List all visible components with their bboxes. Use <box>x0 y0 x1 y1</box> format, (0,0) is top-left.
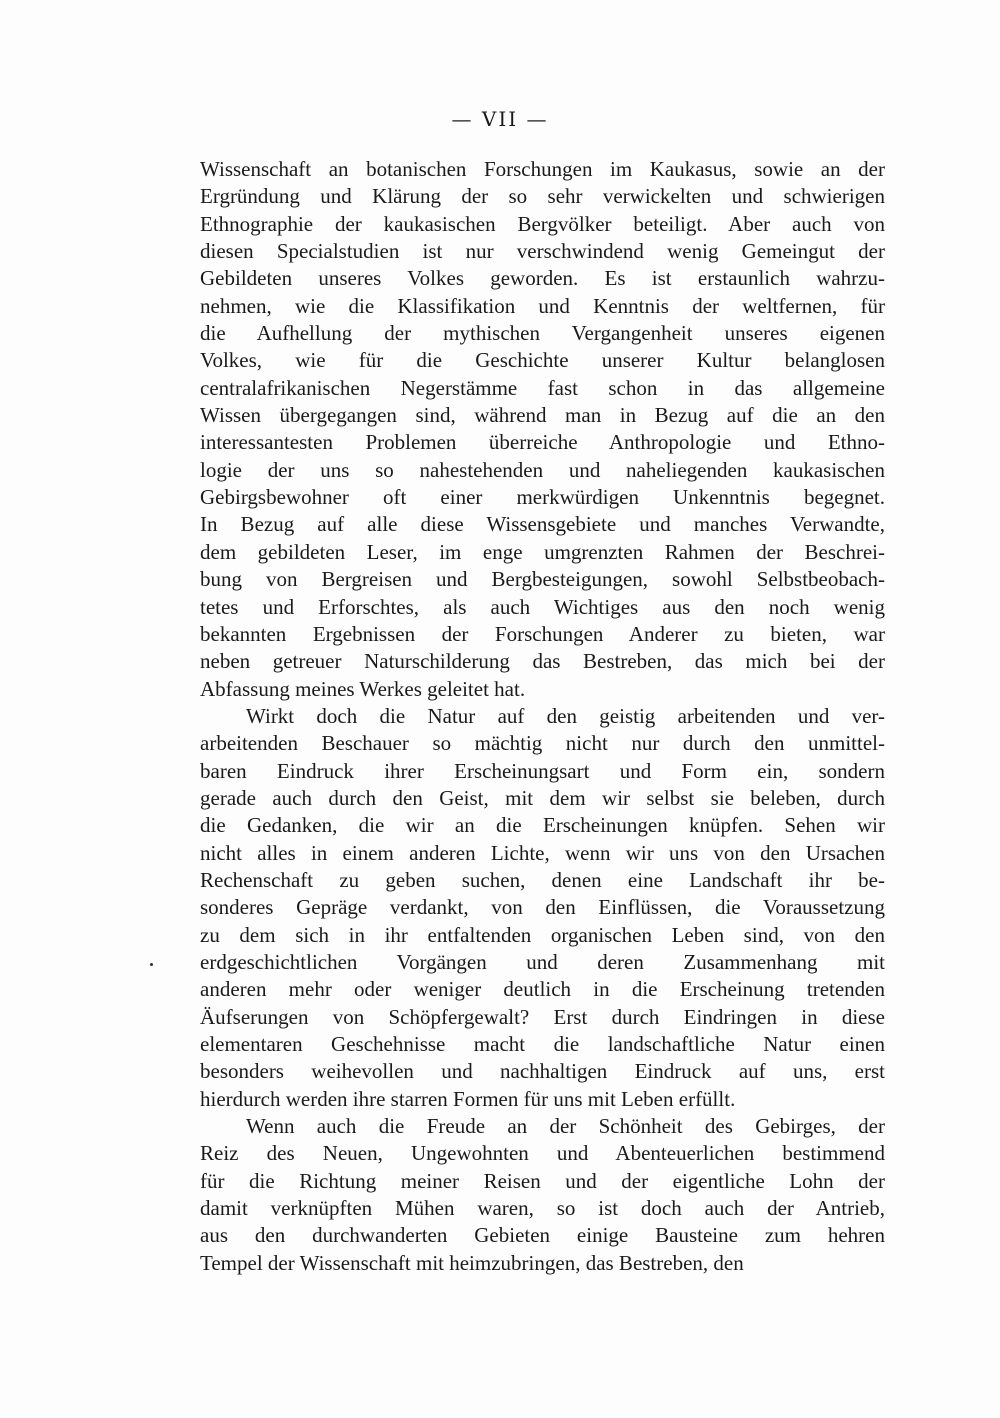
text-line: tetes und Erforschtes, als auch Wichtiges aus den noch wenig <box>200 594 885 619</box>
text-line: Wenn auch die Freude an der Schönheit des Gebirges, der <box>246 1114 885 1139</box>
text-line: Tempel der Wissenschaft mit heimzubringen, das Bestreben, den <box>200 1250 744 1275</box>
text-line: Wissen übergegangen sind, während man in Bezug auf die an den <box>200 403 885 428</box>
text-line: Wissenschaft an botanischen Forschungen im Kaukasus, sowie an der <box>200 157 885 181</box>
text-line: die Aufhellung der mythischen Vergangenheit unseres eigenen <box>200 321 885 346</box>
text-line: hierdurch werden ihre starren Formen für uns mit Leben erfüllt. <box>200 1086 736 1111</box>
text-line: Ergründung und Klärung der so sehr verwickelten und schwierigen <box>200 184 885 209</box>
text-line: nehmen, wie die Klassifikation und Kenntnis der weltfernen, für <box>200 293 885 318</box>
text-line: erdgeschichtlichen Vorgängen und deren Zusammenhang mit <box>200 949 885 974</box>
text-line: centralafrikanischen Negerstämme fast schon in das allgemeine <box>200 375 885 400</box>
text-line: Volkes, wie für die Geschichte unserer Kultur belanglosen <box>200 348 885 373</box>
text-line: neben getreuer Naturschilderung das Bestreben, das mich bei der <box>200 649 885 674</box>
text-line: nicht alles in einem anderen Lichte, wenn wir uns von den Ursachen <box>200 840 885 865</box>
text-line: In Bezug auf alle diese Wissensgebiete und manches Verwandte, <box>200 512 885 537</box>
text-line: Ethnographie der kaukasischen Bergvölker beteiligt. Aber auch von <box>200 211 885 236</box>
text-line: Rechenschaft zu geben suchen, denen eine Landschaft ihr be- <box>200 867 885 892</box>
text-line: Wirkt doch die Natur auf den geistig arbeitenden und ver- <box>246 703 885 728</box>
text-line: die Gedanken, die wir an die Erscheinungen knüpfen. Sehen wir <box>200 813 885 838</box>
text-line: elementaren Geschehnisse macht die landschaftliche Natur einen <box>200 1032 885 1056</box>
paragraph <box>200 1113 885 1277</box>
text-line: logie der uns so nahestehenden und naheliegenden kaukasischen <box>200 457 885 482</box>
paragraph <box>200 703 885 1113</box>
paragraph <box>200 156 885 703</box>
stray-ink-mark <box>150 963 153 966</box>
body-text <box>200 156 885 1277</box>
text-line: für die Richtung meiner Reisen und der eigentliche Lohn der <box>200 1168 885 1193</box>
text-line: zu dem sich in ihr entfaltenden organischen Leben sind, von den <box>200 922 885 947</box>
text-line: aus den durchwanderten Gebieten einige Bausteine zum hehren <box>200 1223 885 1248</box>
text-line: besonders weihevollen und nachhaltigen Eindruck auf uns, erst <box>200 1059 885 1084</box>
text-line: Gebildeten unseres Volkes geworden. Es ist erstaunlich wahrzu- <box>200 266 885 291</box>
text-line: sonderes Gepräge verdankt, von den Einflüssen, die Voraussetzung <box>200 895 885 920</box>
text-line: bekannten Ergebnissen der Forschungen Anderer zu bieten, war <box>200 621 885 646</box>
text-line: dem gebildeten Leser, im enge umgrenzten Rahmen der Beschrei- <box>200 539 885 564</box>
text-line: anderen mehr oder weniger deutlich in die Erscheinung tretenden <box>200 977 885 1002</box>
text-line: Gebirgsbewohner oft einer merkwürdigen Unkenntnis begegnet. <box>200 485 885 510</box>
page-number: — VII — <box>451 107 549 131</box>
text-line: Abfassung meines Werkes geleitet hat. <box>200 676 526 701</box>
text-line: diesen Specialstudien ist nur verschwindend wenig Gemeingut der <box>200 239 885 264</box>
text-line: Äufserungen von Schöpfergewalt? Erst durch Eindringen in diese <box>200 1004 885 1029</box>
text-line: gerade auch durch den Geist, mit dem wir selbst sie beleben, durch <box>200 785 885 810</box>
text-line: Reiz des Neuen, Ungewohnten und Abenteuerlichen bestimmend <box>200 1141 885 1166</box>
text-line: arbeitenden Beschauer so mächtig nicht nur durch den unmittel- <box>200 731 885 756</box>
text-line: baren Eindruck ihrer Erscheinungsart und Form ein, sondern <box>200 758 885 783</box>
text-line: interessantesten Problemen überreiche Anthropologie und Ethno- <box>200 430 885 455</box>
text-line: damit verknüpften Mühen waren, so ist doch auch der Antrieb, <box>200 1196 885 1221</box>
text-line: bung von Bergreisen und Bergbesteigungen, sowohl Selbstbeobach- <box>200 567 885 592</box>
